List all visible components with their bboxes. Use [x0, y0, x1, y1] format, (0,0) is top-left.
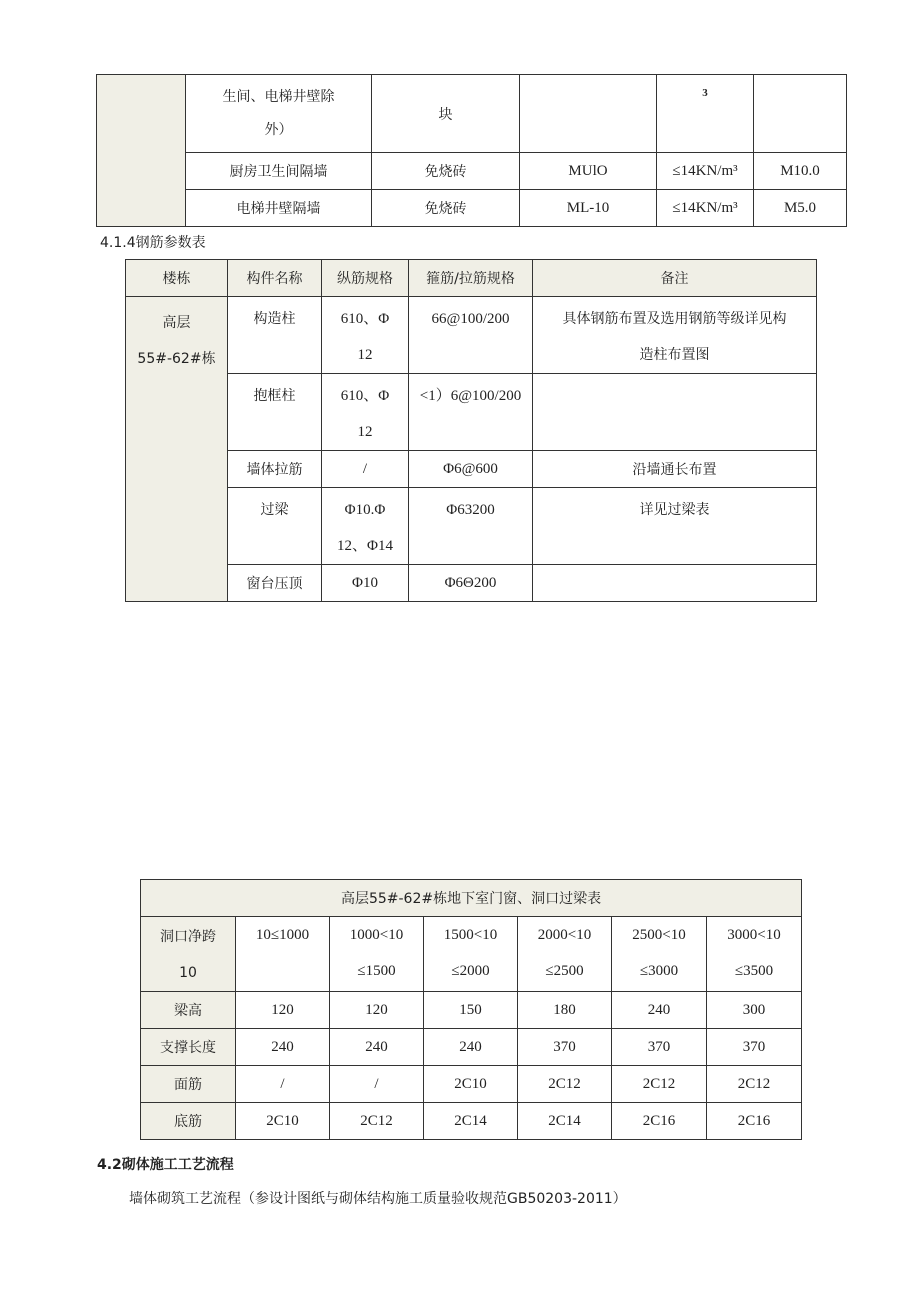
value-cell: 180	[518, 992, 612, 1029]
value-cell: 370	[518, 1029, 612, 1066]
header-building: 楼栋	[126, 260, 228, 297]
material-cell: 免烧砖	[372, 153, 520, 190]
remarks-cell: 详见过梁表	[533, 488, 817, 565]
header-remarks: 备注	[533, 260, 817, 297]
grade-cell: ML-10	[520, 190, 657, 227]
value-cell: 2C16	[612, 1103, 707, 1140]
header-member: 构件名称	[228, 260, 322, 297]
building-cell-blank	[97, 75, 186, 227]
span-cell: 1500<10 ≤2000	[424, 917, 518, 992]
remarks-cell	[533, 565, 817, 602]
stirrup-cell: <1）6@100/200	[409, 374, 533, 451]
lintel-table-title: 高层55#-62#栋地下室门窗、洞口过梁表	[141, 880, 802, 917]
building-cell: 高层 55#-62#栋	[126, 297, 228, 602]
header-longitudinal: 纵筋规格	[322, 260, 409, 297]
value-cell: 2C12	[330, 1103, 424, 1140]
density-cell: 3	[657, 75, 754, 153]
remarks-cell: 沿墙通长布置	[533, 451, 817, 488]
row-label-support-length: 支撑长度	[141, 1029, 236, 1066]
span-cell: 2500<10 ≤3000	[612, 917, 707, 992]
row-label-beam-height: 梁高	[141, 992, 236, 1029]
header-stirrup: 箍筋/拉筋规格	[409, 260, 533, 297]
longitudinal-cell: /	[322, 451, 409, 488]
value-cell: /	[330, 1066, 424, 1103]
value-cell: 120	[236, 992, 330, 1029]
span-cell: 10≤1000	[236, 917, 330, 992]
value-cell: 2C12	[612, 1066, 707, 1103]
member-cell: 过梁	[228, 488, 322, 565]
wall-type-cell: 厨房卫生间隔墙	[186, 153, 372, 190]
stirrup-cell: Φ6@600	[409, 451, 533, 488]
process-paragraph: 墙体砌筑工艺流程（参设计图纸与砌体结构施工质量验收规范GB50203-2011）	[129, 1191, 627, 1207]
value-cell: 120	[330, 992, 424, 1029]
material-cell: 块	[372, 75, 520, 153]
value-cell: 240	[236, 1029, 330, 1066]
longitudinal-cell: 610、Φ 12	[322, 297, 409, 374]
value-cell: 2C10	[424, 1066, 518, 1103]
span-cell: 3000<10 ≤3500	[707, 917, 802, 992]
density-cell: ≤14KN/m³	[657, 153, 754, 190]
lintel-table	[140, 879, 802, 1140]
member-cell: 墙体拉筋	[228, 451, 322, 488]
grade-cell	[520, 75, 657, 153]
rebar-parameter-table	[125, 259, 817, 602]
mortar-cell	[754, 75, 847, 153]
row-label-bottom-bar: 底筋	[141, 1103, 236, 1140]
value-cell: /	[236, 1066, 330, 1103]
value-cell: 370	[707, 1029, 802, 1066]
value-cell: 2C12	[707, 1066, 802, 1103]
member-cell: 抱框柱	[228, 374, 322, 451]
stirrup-cell: Φ6Θ200	[409, 565, 533, 602]
value-cell: 240	[424, 1029, 518, 1066]
member-cell: 构造柱	[228, 297, 322, 374]
value-cell: 2C14	[518, 1103, 612, 1140]
stirrup-cell: 66@100/200	[409, 297, 533, 374]
row-label-top-bar: 面筋	[141, 1066, 236, 1103]
longitudinal-cell: Φ10.Φ 12、Φ14	[322, 488, 409, 565]
span-label-cell: 洞口净跨 10	[141, 917, 236, 992]
value-cell: 2C12	[518, 1066, 612, 1103]
grade-cell: MUlO	[520, 153, 657, 190]
value-cell: 2C16	[707, 1103, 802, 1140]
value-cell: 300	[707, 992, 802, 1029]
value-cell: 2C10	[236, 1103, 330, 1140]
wall-material-table	[96, 74, 847, 227]
longitudinal-cell: 610、Φ 12	[322, 374, 409, 451]
value-cell: 240	[612, 992, 707, 1029]
value-cell: 370	[612, 1029, 707, 1066]
value-cell: 150	[424, 992, 518, 1029]
mortar-cell: M5.0	[754, 190, 847, 227]
stirrup-cell: Φ63200	[409, 488, 533, 565]
section-heading-rebar: 4.1.4钢筋参数表	[100, 235, 206, 251]
member-cell: 窗台压顶	[228, 565, 322, 602]
longitudinal-cell: Φ10	[322, 565, 409, 602]
value-cell: 240	[330, 1029, 424, 1066]
wall-type-cell: 生间、电梯井壁除 外）	[186, 75, 372, 153]
wall-type-cell: 电梯井壁隔墙	[186, 190, 372, 227]
density-cell: ≤14KN/m³	[657, 190, 754, 227]
span-cell: 2000<10 ≤2500	[518, 917, 612, 992]
remarks-cell	[533, 374, 817, 451]
remarks-cell: 具体钢筋布置及选用钢筋等级详见构 造柱布置图	[533, 297, 817, 374]
value-cell: 2C14	[424, 1103, 518, 1140]
mortar-cell: M10.0	[754, 153, 847, 190]
span-cell: 1000<10 ≤1500	[330, 917, 424, 992]
section-heading-masonry: 4.2砌体施工工艺流程	[97, 1157, 234, 1173]
material-cell: 免烧砖	[372, 190, 520, 227]
